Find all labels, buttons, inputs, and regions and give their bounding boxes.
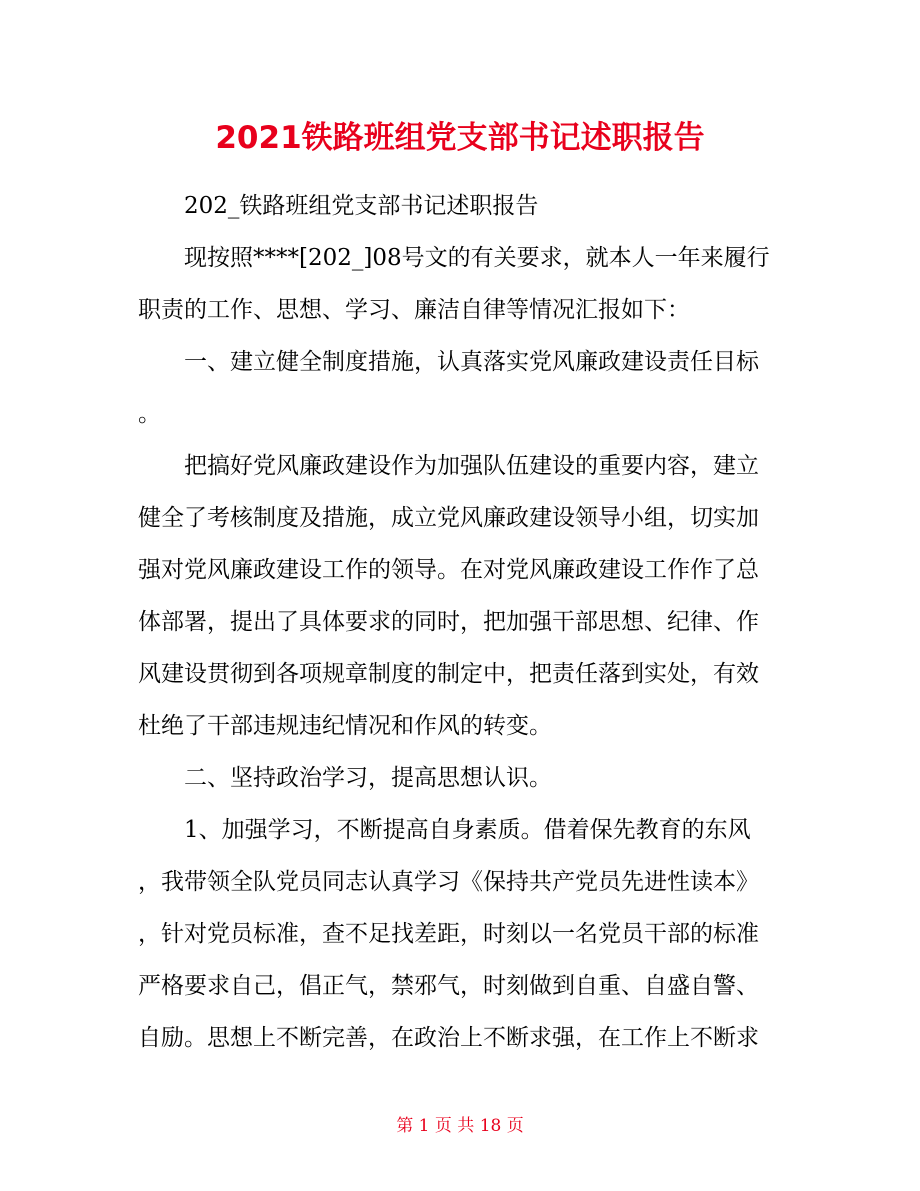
document-body bbox=[138, 180, 784, 1064]
paragraph-line: 风建设贯彻到各项规章制度的制定中，把责任落到实处，有效 bbox=[138, 661, 759, 687]
paragraph-line: ，针对党员标准，查不足找差距，时刻以一名党员干部的标准 bbox=[138, 921, 759, 947]
document-title: 2021铁路班组党支部书记述职报告 bbox=[215, 120, 705, 156]
paragraph-line: 二、坚持政治学习，提高思想认识。 bbox=[184, 765, 552, 791]
paragraph-line: 严格要求自己，倡正气，禁邪气，时刻做到自重、自盛自警、 bbox=[138, 973, 759, 999]
paragraph-line: ，我带领全队党员同志认真学习《保持共产党员先进性读本》 bbox=[138, 869, 759, 895]
paragraph-line: 自励。思想上不断完善，在政治上不断求强，在工作上不断求 bbox=[138, 1025, 759, 1051]
page-footer: 第 1 页 共 18 页 bbox=[396, 1116, 524, 1136]
paragraph-line: 。 bbox=[138, 401, 161, 427]
paragraph-line: 现按照****[202_]08号文的有关要求，就本人一年来履行 bbox=[184, 245, 770, 271]
paragraph-line: 1、加强学习，不断提高自身素质。借着保先教育的东风 bbox=[184, 817, 751, 843]
paragraph-line: 把搞好党风廉政建设作为加强队伍建设的重要内容，建立 bbox=[184, 453, 759, 479]
paragraph-line: 202_铁路班组党支部书记述职报告 bbox=[184, 193, 539, 219]
paragraph-line: 健全了考核制度及措施，成立党风廉政建设领导小组，切实加 bbox=[138, 505, 759, 531]
paragraph-line: 杜绝了干部违规违纪情况和作风的转变。 bbox=[138, 713, 552, 739]
paragraph-line: 体部署，提出了具体要求的同时，把加强干部思想、纪律、作 bbox=[138, 609, 759, 635]
paragraph-line: 职责的工作、思想、学习、廉洁自律等情况汇报如下： bbox=[138, 297, 690, 323]
paragraph-line: 一、建立健全制度措施，认真落实党风廉政建设责任目标 bbox=[184, 349, 759, 375]
paragraph-line: 强对党风廉政建设工作的领导。在对党风廉政建设工作作了总 bbox=[138, 557, 759, 583]
